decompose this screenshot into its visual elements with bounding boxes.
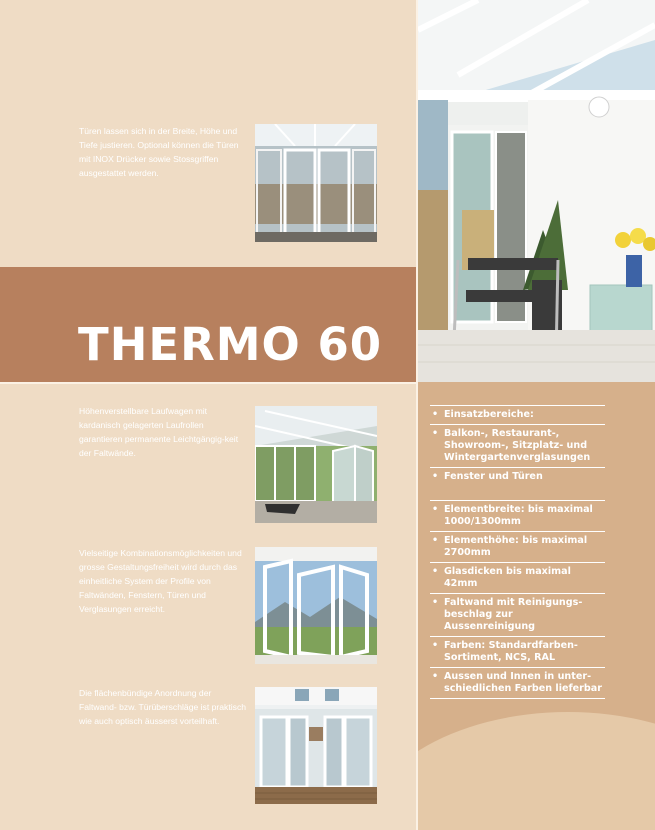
- feature-item: [430, 593, 605, 636]
- feature-line: Glasdicken bis maximal: [444, 566, 571, 577]
- bullet-icon: •: [432, 640, 439, 651]
- feature-line: Sortiment, NCS, RAL: [444, 652, 556, 663]
- feature-line: Faltwand mit Reinigungs-: [444, 597, 583, 608]
- feature-line: Farben: Standardfarben-: [444, 640, 578, 651]
- feature-line: Fenster und Türen: [444, 471, 543, 482]
- feature-line: schiedlichen Farben lieferbar: [444, 683, 602, 694]
- feature-item: [430, 562, 605, 593]
- feature-line: Aussen und Innen in unter-: [444, 671, 592, 682]
- feature-line: Elementhöhe: bis maximal: [444, 535, 588, 546]
- feature-line: 2700mm: [444, 547, 491, 558]
- photo-doors: [255, 124, 377, 242]
- feature-line: Showroom-, Sitzplatz- und: [444, 440, 588, 451]
- feature-item: [430, 500, 605, 531]
- bullet-icon: •: [432, 671, 439, 682]
- product-title: THERMO 60: [78, 318, 383, 371]
- photo-flush-doors: [255, 687, 377, 804]
- feature-line: 42mm: [444, 578, 478, 589]
- paragraph-door-adjustment: Türen lassen sich in der Breite, Höhe und Tiefe justieren. Optional können die Türen mit INOX Drücker sowie Stossgriffen ausgestattet werden.: [79, 126, 239, 178]
- feature-line: Einsatzbereiche:: [444, 409, 534, 420]
- bullet-icon: •: [432, 409, 439, 420]
- feature-item: [430, 636, 605, 667]
- feature-list: [430, 405, 605, 699]
- feature-line: 1000/1300mm: [444, 516, 521, 527]
- bullet-icon: •: [432, 535, 439, 546]
- photo-folding-wall: [255, 406, 377, 523]
- feature-line: beschlag zur Aussenreinigung: [444, 609, 536, 632]
- bullet-icon: •: [432, 428, 439, 439]
- bullet-icon: •: [432, 597, 439, 608]
- decorative-swoosh: [418, 712, 655, 830]
- feature-item: [430, 667, 605, 699]
- section-divider: [0, 382, 416, 384]
- hero-photo: [418, 0, 655, 382]
- feature-item: [430, 405, 605, 424]
- feature-item: [430, 531, 605, 562]
- feature-line: Elementbreite: bis maximal: [444, 504, 593, 515]
- paragraph-carriages: Höhenverstellbare Laufwagen mit kardanisch gelagerten Laufrollen garantieren permanente Leichtgängig-keit der Faltwände.: [79, 406, 239, 458]
- feature-item: [430, 424, 605, 467]
- paragraph-flush-arrangement: Die flächenbündige Anordnung der Faltwand- bzw. Türüberschläge ist praktisch wie auch optisch äusserst vorteilhaft.: [79, 688, 247, 726]
- bullet-icon: •: [432, 504, 439, 515]
- paragraph-combinations: Vielseitige Kombinationsmöglichkeiten und grosse Gestaltungsfreiheit wird durch das einheitliche System der Profile von Faltwänden, Fenstern, Türen und Verglasungen erreicht.: [79, 548, 242, 614]
- bullet-icon: •: [432, 471, 439, 482]
- feature-line: Wintergartenverglasungen: [444, 452, 591, 463]
- bullet-icon: •: [432, 566, 439, 577]
- feature-item: [430, 467, 605, 486]
- photo-windows-mountains: [255, 547, 377, 664]
- feature-line: Balkon-, Restaurant-,: [444, 428, 560, 439]
